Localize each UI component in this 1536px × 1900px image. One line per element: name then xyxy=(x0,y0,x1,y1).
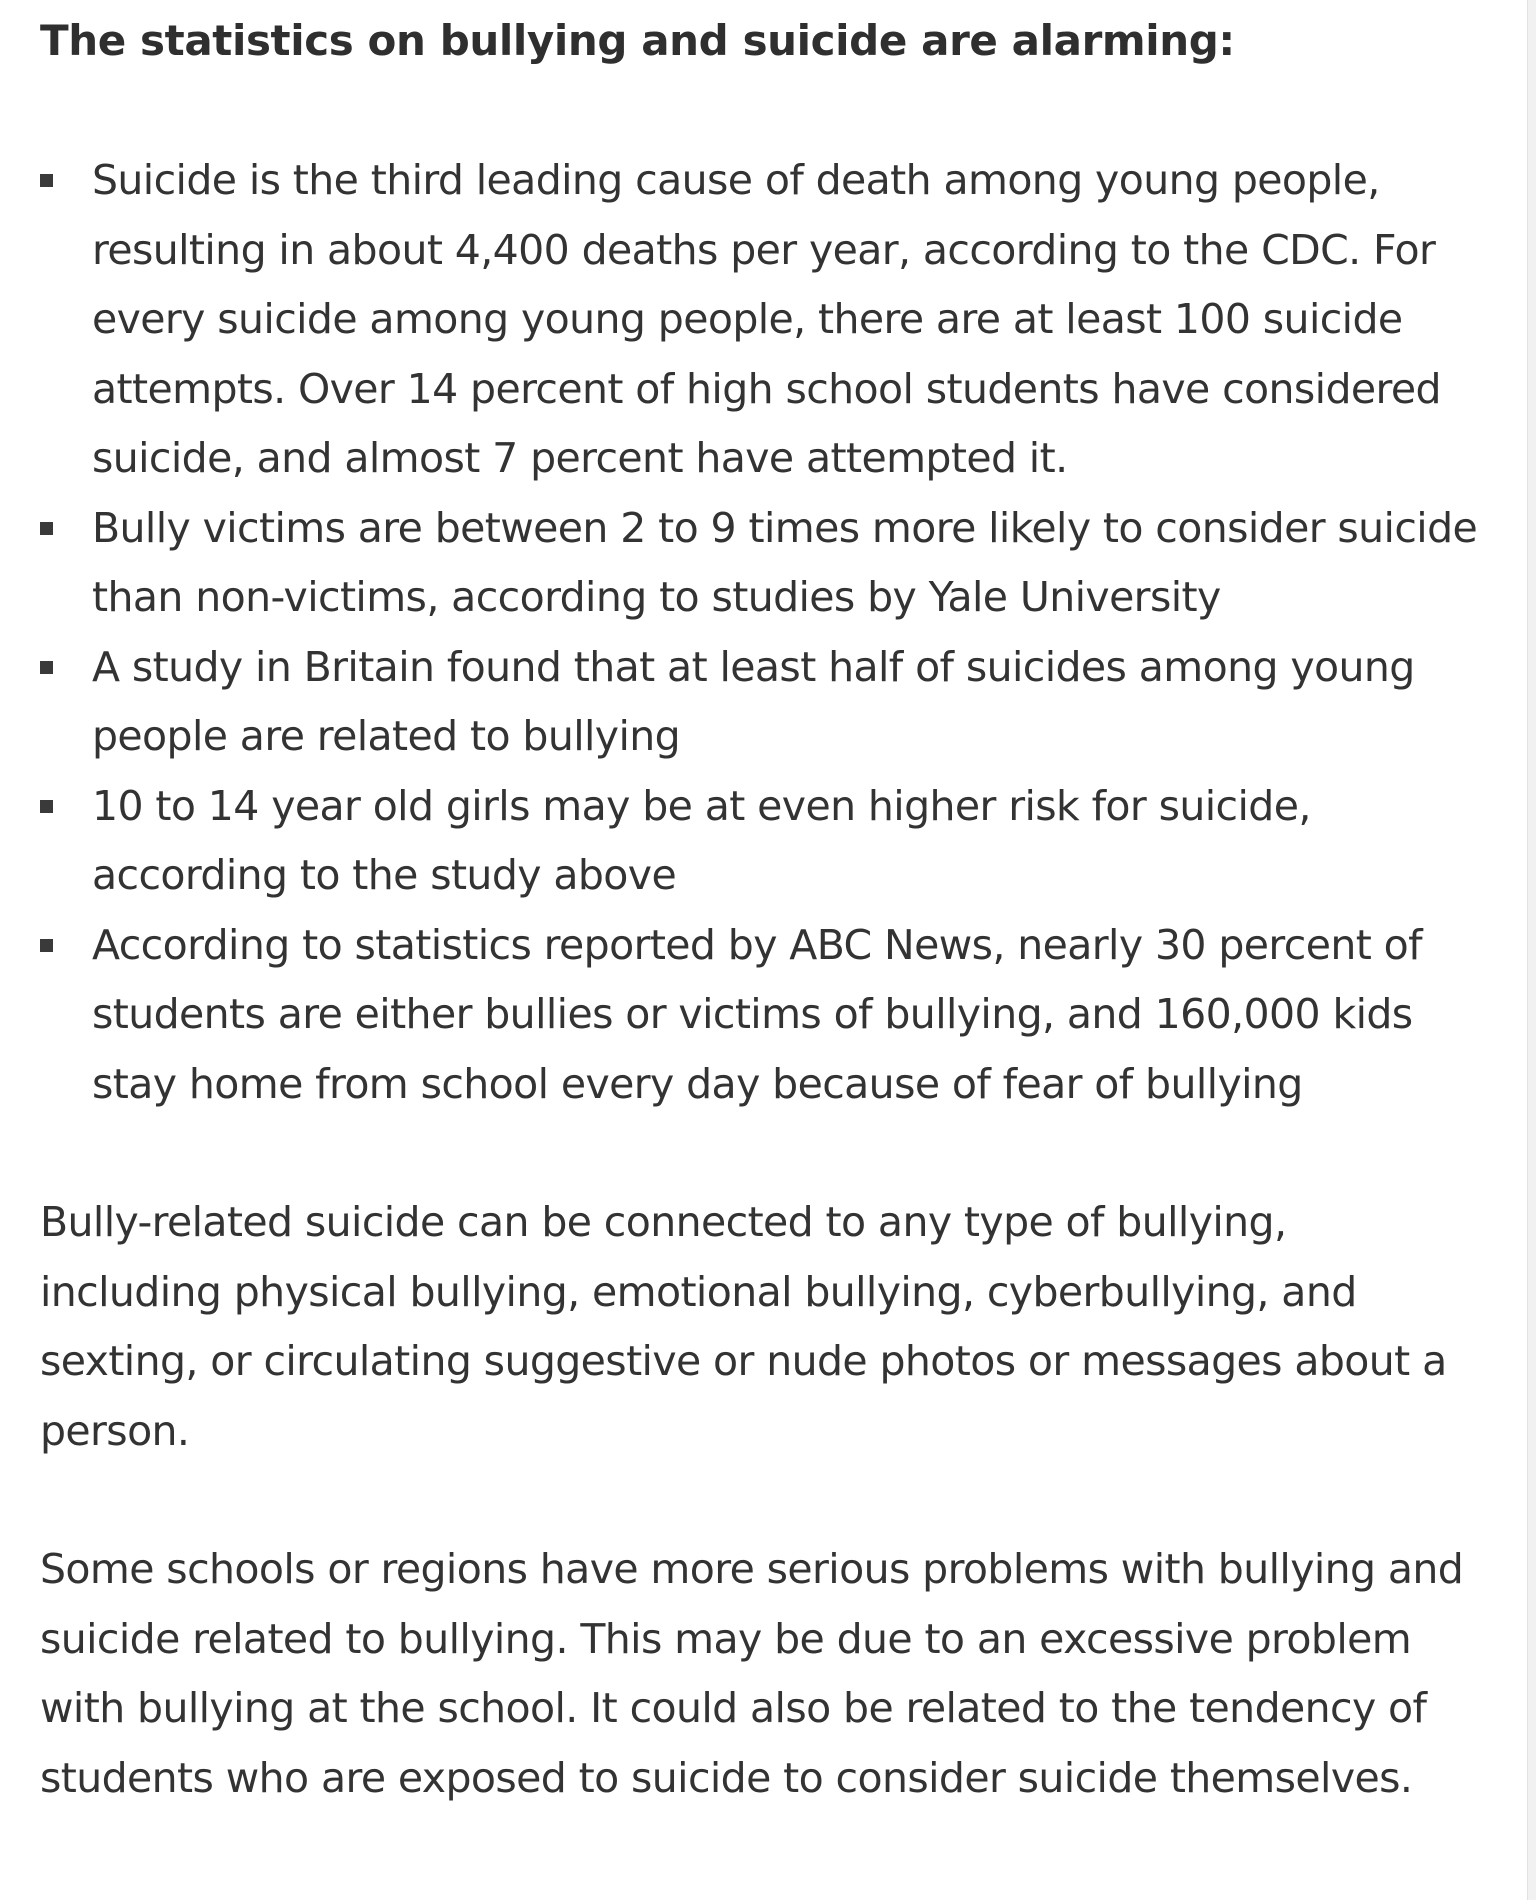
article-heading: The statistics on bullying and suicide are alarming: xyxy=(40,16,1235,65)
paragraph-bully-related-suicide: Bully-related suicide can be connected to any type of bullying, including physical bullying, emotional bullying, cyberbullying, and sexting, or circulating suggestive or nude photos or messages about a person. xyxy=(40,1198,1447,1455)
list-item-text: 10 to 14 year old girls may be at even higher risk for suicide, according to the study above xyxy=(92,781,1311,899)
article-body xyxy=(40,6,1480,1813)
list-item xyxy=(40,911,1480,1120)
statistics-list xyxy=(40,146,1480,1119)
list-item-text: A study in Britain found that at least half of suicides among young people are related to bullying xyxy=(92,642,1415,760)
list-item xyxy=(40,146,1480,494)
square-bullet-icon xyxy=(40,800,53,813)
list-item xyxy=(40,772,1480,911)
list-item-text: Suicide is the third leading cause of death among young people, resulting in about 4,400 deaths per year, according to the CDC. For every suicide among young people, there are at least 100 suicide attempts. Over 14 percent of high school students have considered suicide, and almost 7 percent have attempted it. xyxy=(92,156,1441,482)
square-bullet-icon xyxy=(40,661,53,674)
list-item xyxy=(40,633,1480,772)
list-item-text: Bully victims are between 2 to 9 times more likely to consider suicide than non-victims, according to studies by Yale University xyxy=(92,503,1478,621)
paragraph-schools-regions: Some schools or regions have more serious problems with bullying and suicide related to bullying. This may be due to an excessive problem with bullying at the school. It could also be related to the tendency of students who are exposed to suicide to consider suicide themselves. xyxy=(40,1545,1464,1802)
square-bullet-icon xyxy=(40,522,53,535)
scrollbar-track[interactable] xyxy=(1527,0,1536,1900)
list-item-text: According to statistics reported by ABC News, nearly 30 percent of students are either bullies or victims of bullying, and 160,000 kids stay home from school every day because of fear of bullying xyxy=(92,920,1422,1108)
square-bullet-icon xyxy=(40,174,53,187)
list-item xyxy=(40,494,1480,633)
square-bullet-icon xyxy=(40,939,53,952)
